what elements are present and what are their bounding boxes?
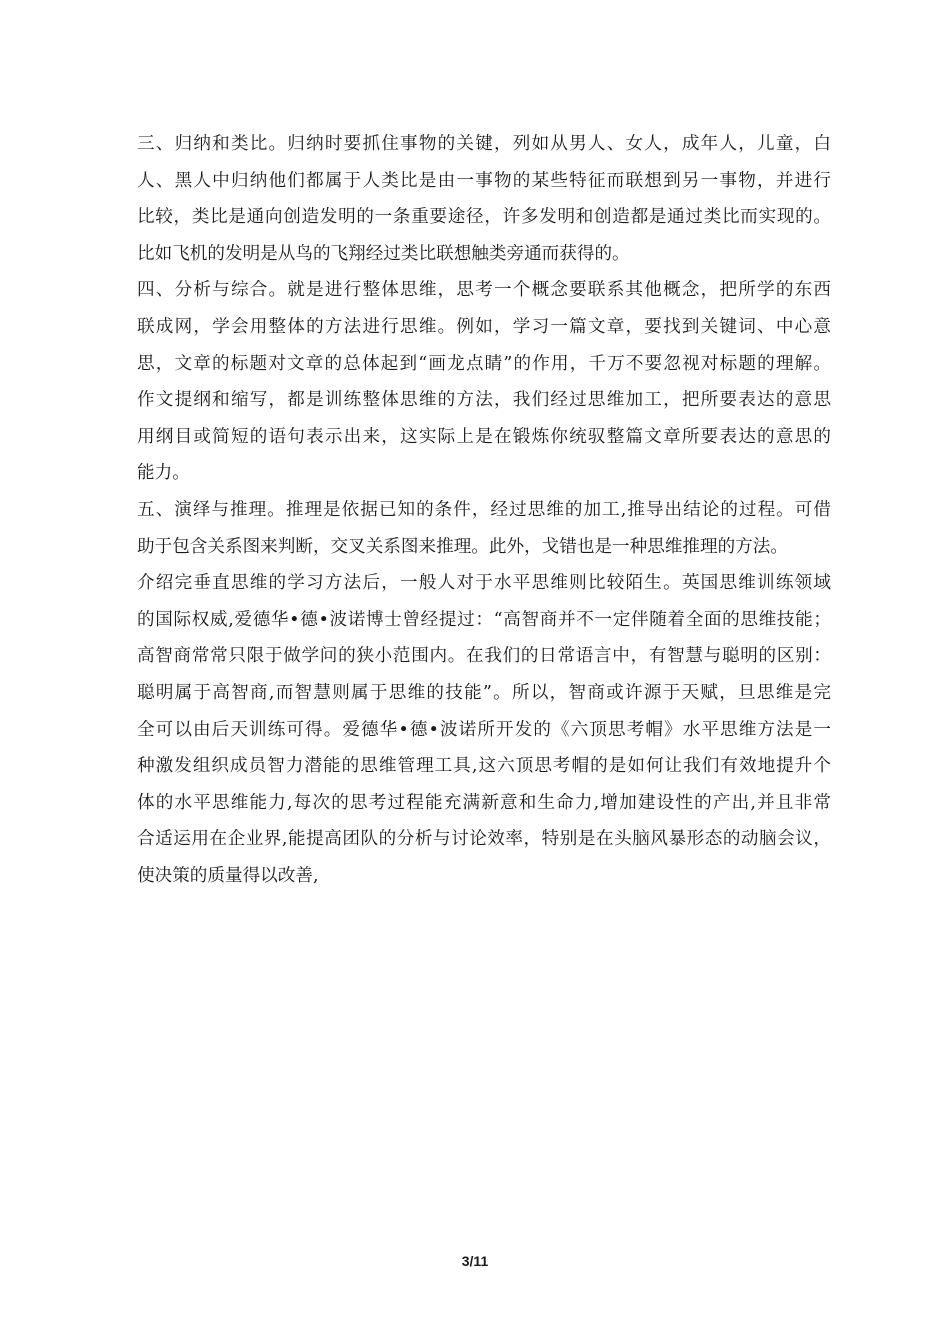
text-line: 助于包含关系图来判断，交叉关系图来推理。此外，戈错也是一种思维推理的方法。 — [137, 536, 788, 557]
text-line: 思，文章的标题对文章的总体起到“画龙点睛”的作用，千万不要忽视对标题的理解。 — [137, 353, 831, 374]
text-line: 人、黑人中归纳他们都属于人类比是由一事物的某些特征而联想到另一事物，并进行 — [137, 170, 831, 191]
text-line: 四、分析与综合。就是进行整体思维，思考一个概念要联系其他概念，把所学的东西 — [137, 280, 831, 301]
text-line: 三、归纳和类比。归纳时要抓住事物的关键，列如从男人、女人，成年人，儿童，白 — [137, 134, 831, 154]
text-line: 全可以由后天训练可得。爱德华•德•波诺所开发的《六顶思考帽》水平思维方法是一 — [137, 719, 831, 740]
text-line: 聪明属于高智商,而智慧则属于思维的技能”。所以，智商或许源于天赋，旦思维是完 — [137, 682, 831, 703]
page-number: 3/11 — [461, 1253, 489, 1269]
text-line: 合适运用在企业界,能提高团队的分析与讨论效率，特别是在头脑风暴形态的动脑会议， — [137, 829, 831, 850]
text-line: 五、演绎与推理。推理是依据已知的条件，经过思维的加工,推导出结论的过程。可借 — [137, 499, 831, 520]
text-line: 能力。 — [137, 463, 190, 484]
text-line: 的国际权威,爱德华•德•波诺博士曾经提过：“高智商并不一定伴随着全面的思维技能； — [137, 609, 831, 630]
text-line: 联成网，学会用整体的方法进行思维。例如，学习一篇文章，要找到关键词、中心意 — [137, 316, 831, 337]
text-line: 比如飞机的发明是从鸟的飞翔经过类比联想触类旁通而获得的。 — [137, 243, 630, 264]
text-line: 种激发组织成员智力潜能的思维管理工具,这六顶思考帽的是如何让我们有效地提升个 — [137, 756, 831, 777]
text-line: 介绍完垂直思维的学习方法后，一般人对于水平思维则比较陌生。英国思维训练领域 — [137, 573, 831, 594]
document-body — [137, 126, 831, 894]
text-line: 体的水平思维能力,每次的思考过程能充满新意和生命力,增加建设性的产出,并且非常 — [137, 792, 831, 813]
text-line: 用纲目或简短的语句表示出来，这实际上是在锻炼你统驭整篇文章所要表达的意思的 — [137, 426, 831, 447]
text-line: 使决策的质量得以改善, — [137, 865, 319, 886]
text-line: 比较，类比是通向创造发明的一条重要途径，许多发明和创造都是通过类比而实现的。 — [137, 207, 831, 228]
text-line: 作文提纲和缩写，都是训练整体思维的方法，我们经过思维加工，把所要表达的意思 — [137, 390, 831, 411]
text-line: 高智商常常只限于做学问的狭小范围内。在我们的日常语言中，有智慧与聪明的区别： — [137, 646, 831, 667]
